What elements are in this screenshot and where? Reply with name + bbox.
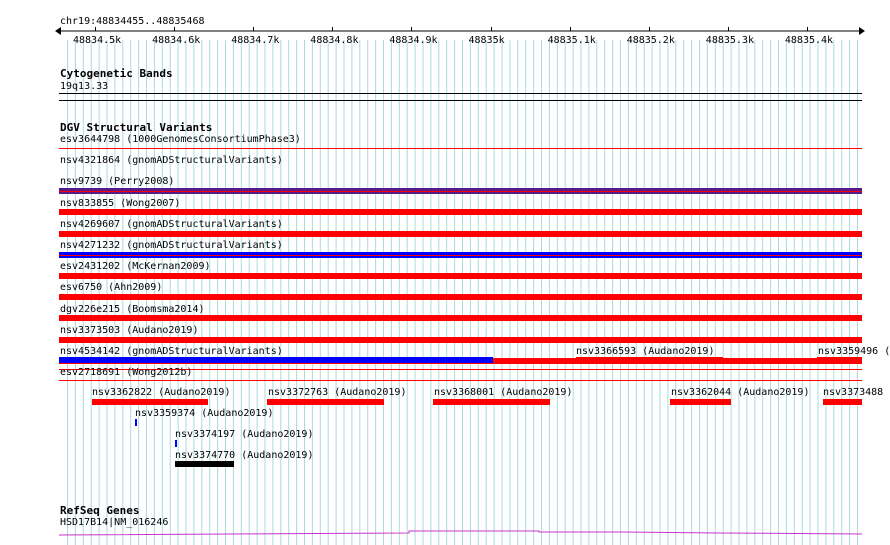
variant-bar[interactable] [175, 440, 177, 447]
feature-label: nsv3359496 ( [818, 346, 890, 357]
feature-label: nsv3374197 (Audano2019) [175, 429, 314, 440]
row-separator [59, 297, 862, 298]
ruler-tick-label: 48835.4k [784, 35, 834, 46]
ruler-tick-label: 48834.9k [389, 35, 438, 46]
feature-label: nsv3373503 (Audano2019) [60, 324, 199, 336]
section-divider [59, 100, 862, 101]
feature-label: nsv833855 (Wong2007) [60, 197, 181, 209]
cytoband-line[interactable] [59, 93, 862, 94]
feature-label: nsv4271232 (gnomADStructuralVariants) [60, 240, 283, 251]
ruler-tick-mark [570, 27, 571, 31]
gene-label: HSD17B14|NM_016246 [60, 517, 169, 528]
feature-label: nsv3362822 (Audano2019) [92, 387, 231, 398]
ruler-tick-label: 48835.3k [705, 35, 754, 46]
feature-label: nsv3368001 (Audano2019) [434, 387, 573, 398]
feature-label: esv2431202 (McKernan2009) [60, 261, 211, 273]
cytobands-title: Cytogenetic Bands [60, 67, 173, 80]
gene-model[interactable] [59, 526, 863, 538]
row-separator [59, 318, 862, 319]
feature-label: nsv3362044 (Audano2019) [671, 387, 810, 398]
variant-bar[interactable] [433, 399, 550, 405]
variant-bar[interactable] [823, 399, 862, 405]
feature-label: dgv226e215 (Boomsma2014) [60, 303, 205, 315]
ruler-tick-label: 48834.7k [231, 35, 280, 46]
ruler-tick-mark [95, 27, 96, 31]
variant-bar[interactable] [59, 357, 493, 363]
variant-bar[interactable] [670, 399, 731, 405]
row-separator [59, 339, 862, 340]
ruler-tick-label: 48834.5k [73, 35, 122, 46]
row-separator [59, 380, 862, 381]
feature-label: nsv4321864 (gnomADStructuralVariants) [60, 155, 283, 167]
feature-label: nsv3359374 (Audano2019) [135, 408, 274, 419]
ruler-tick-label: 48834.6k [152, 35, 201, 46]
ruler-tick-label: 48834.8k [310, 35, 359, 46]
feature-label: esv6750 (Ahn2009) [60, 282, 163, 294]
feature-label: nsv3373488 [823, 387, 884, 398]
feature-label: nsv4534142 (gnomADStructuralVariants) [60, 346, 283, 357]
variant-bar[interactable] [175, 461, 234, 467]
feature-label: nsv3366593 (Audano2019) [576, 346, 715, 357]
ruler-tick-mark [411, 27, 412, 31]
ruler-tick-mark [807, 27, 808, 31]
feature-label: esv2718691 (Wong2012b) [60, 367, 193, 378]
variant-bar[interactable] [817, 357, 862, 363]
row-separator [59, 191, 862, 192]
ruler-tick-mark [174, 27, 175, 31]
feature-label: nsv3374770 (Audano2019) [175, 450, 314, 461]
variant-bar[interactable] [135, 419, 137, 426]
variant-bar[interactable] [92, 399, 208, 405]
ruler-tick-mark [728, 27, 729, 31]
variant-bar[interactable] [267, 399, 384, 405]
ruler-tick-label: 48835.1k [547, 35, 596, 46]
row-separator [59, 233, 862, 234]
row-separator [59, 276, 862, 277]
ruler-tick-mark [491, 27, 492, 31]
ruler-tick-mark [649, 27, 650, 31]
feature-label: nsv3372763 (Audano2019) [268, 387, 407, 398]
refseq-title: RefSeq Genes [60, 504, 140, 517]
feature-label: nsv9739 (Perry2008) [60, 176, 175, 188]
ruler-tick-label: 48835k [468, 35, 505, 46]
feature-label: nsv4269607 (gnomADStructuralVariants) [60, 218, 283, 230]
variant-bar[interactable] [576, 357, 723, 363]
cytoband-label: 19q13.33 [60, 81, 109, 92]
ruler-tick-mark [253, 27, 254, 31]
ruler-tick-mark [332, 27, 333, 31]
row-separator [59, 255, 862, 256]
row-separator [59, 148, 862, 149]
coordinate-label: chr19:48834455..48835468 [60, 16, 205, 27]
ruler-tick-label: 48835.2k [626, 35, 675, 46]
feature-label: esv3644798 (1000GenomesConsortiumPhase3) [60, 134, 301, 145]
row-separator [59, 212, 862, 213]
dgv-title: DGV Structural Variants [60, 121, 213, 134]
